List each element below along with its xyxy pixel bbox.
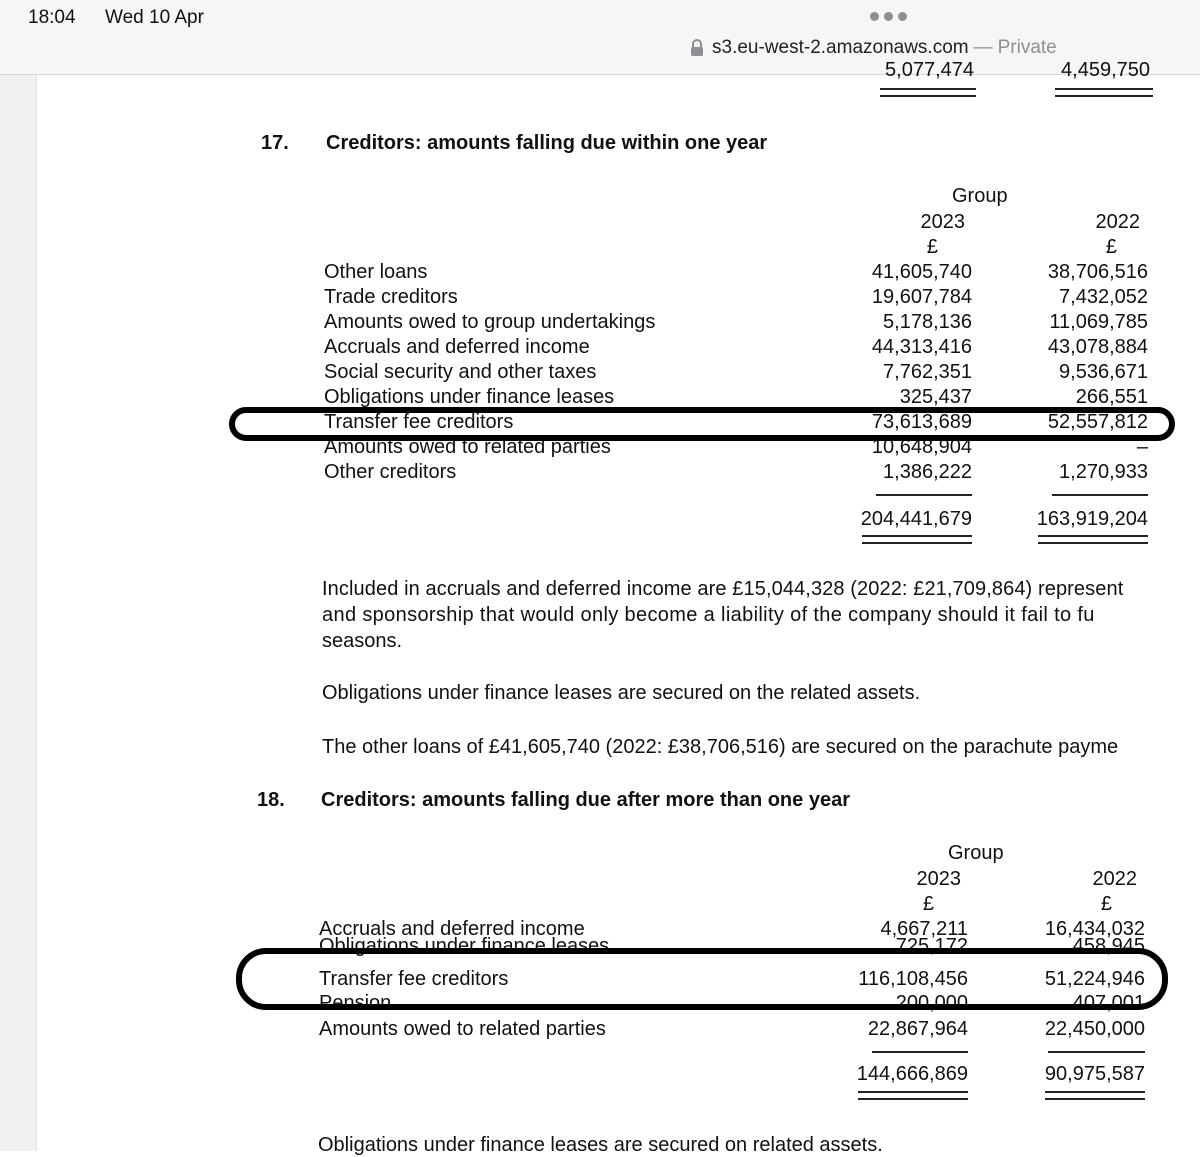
address-url: s3.eu-west-2.amazonaws.com (712, 37, 969, 58)
note-17-year-2023: 2023 (920, 211, 965, 233)
note-17-row-2023: 10,648,904 (871, 436, 972, 458)
note-18-total-2023: 144,666,869 (856, 1063, 968, 1085)
previous-total-2022-rule (1055, 88, 1153, 97)
note-18-footer-clipped: Obligations under finance leases are secured on related assets. (318, 1134, 883, 1156)
note-17-currency-2023: £ (926, 236, 938, 258)
note-18-total-2022: 90,975,587 (1044, 1063, 1145, 1085)
note-18-row-2022: 22,450,000 (1044, 1018, 1145, 1040)
note-18-row-clipped-2023: 725,172 (895, 935, 968, 957)
note-18-number: 18. (257, 789, 285, 811)
status-date: Wed 10 Apr (105, 7, 204, 28)
note-17-row-2023: 73,613,689 (871, 411, 972, 433)
note-17-row-2023: 1,386,222 (883, 461, 972, 483)
previous-total-2023-clipped: 5,077,474 (885, 59, 974, 81)
note-18-row-label: Accruals and deferred income (319, 918, 585, 940)
note-17-row-2022: 266,551 (1075, 386, 1148, 408)
note-17-row-label: Amounts owed to group undertakings (324, 311, 656, 333)
note-17-total-2022: 163,919,204 (1036, 508, 1148, 530)
note-18-row-clipped-2022: 407,001 (1072, 992, 1145, 1014)
note-17-row-2023: 7,762,351 (883, 361, 972, 383)
note-18-subtotal-rule-2023 (872, 1051, 968, 1053)
note-17-row-2022: 1,270,933 (1059, 461, 1148, 483)
note-18-row-2022: 51,224,946 (1044, 968, 1145, 990)
note-17-row-2023: 44,313,416 (871, 336, 972, 358)
note-18-row-clipped-2023: 200,000 (895, 992, 968, 1014)
note-17-row-2022: 38,706,516 (1047, 261, 1148, 283)
status-time: 18:04 (28, 7, 76, 28)
highlight-transfer-fee-creditors-18 (236, 948, 1168, 1010)
note-18-row-2023: 4,667,211 (880, 918, 968, 940)
note-17-row-2022: 7,432,052 (1059, 286, 1148, 308)
note-17-row-2022: 11,069,785 (1049, 311, 1148, 333)
note-18-subtotal-rule-2022 (1048, 1051, 1145, 1053)
note-18-row-clipped: Obligations under finance leases (319, 935, 610, 957)
note-17-group-label: Group (952, 185, 1008, 207)
note-17-row-2022: 9,536,671 (1059, 361, 1148, 383)
note-17-row-2023: 19,607,784 (871, 286, 972, 308)
previous-total-2023-rule (880, 88, 976, 97)
note-17-total-double-rule-2022 (1038, 535, 1148, 544)
previous-total-2022-clipped: 4,459,750 (1061, 59, 1150, 81)
note-18-row-label: Transfer fee creditors (319, 968, 509, 990)
note-17-row-label: Other loans (324, 261, 428, 283)
note-17-row-label: Trade creditors (324, 286, 458, 308)
note-17-row-label: Accruals and deferred income (324, 336, 590, 358)
note-17-row-label: Social security and other taxes (324, 361, 597, 383)
note-17-paragraph-1-line-2: and sponsorship that would only become a liability of the company should it fail to fu (322, 604, 1095, 626)
highlight-transfer-fee-creditors-17 (229, 407, 1175, 441)
note-17-row-2023: 5,178,136 (883, 311, 972, 333)
note-18-row-2022: 16,434,032 (1044, 918, 1145, 940)
note-18-currency-2023: £ (922, 893, 934, 915)
note-17-paragraph-3: The other loans of £41,605,740 (2022: £38,706,516) are secured on the parachute payme (322, 736, 1119, 758)
address-separator: — (973, 37, 993, 58)
note-18-title: Creditors: amounts falling due after more than one year (321, 789, 850, 811)
note-17-subtotal-rule-2023 (876, 494, 972, 496)
note-17-title: Creditors: amounts falling due within one year (326, 132, 768, 154)
note-17-currency-2022: £ (1105, 236, 1117, 258)
note-17-total-double-rule-2023 (862, 535, 972, 544)
note-18-row-label: Amounts owed to related parties (319, 1018, 606, 1040)
note-17-year-2022: 2022 (1095, 211, 1140, 233)
note-17-total-2023: 204,441,679 (860, 508, 972, 530)
note-17-paragraph-1-line-3: seasons. (322, 630, 403, 652)
note-17-row-2022: 52,557,812 (1047, 411, 1148, 433)
note-17-number: 17. (261, 132, 289, 154)
note-17-row-label: Amounts owed to related parties (324, 436, 611, 458)
note-17-row-label: Other creditors (324, 461, 457, 483)
note-17-row-2022: 43,078,884 (1047, 336, 1148, 358)
note-17-row-2022: – (1136, 436, 1148, 458)
private-label: Private (997, 37, 1057, 58)
note-18-row-clipped: Pension (319, 992, 392, 1014)
note-17-row-2023: 325,437 (899, 386, 972, 408)
note-17-paragraph-2: Obligations under finance leases are secured on the related assets. (322, 682, 921, 704)
note-17-paragraph-1-line-1: Included in accruals and deferred income are £15,044,328 (2022: £21,709,864) represent (322, 578, 1124, 600)
note-18-row-2023: 116,108,456 (858, 968, 968, 990)
note-18-year-2022: 2022 (1092, 868, 1137, 890)
note-17-subtotal-rule-2022 (1052, 494, 1148, 496)
note-18-currency-2022: £ (1100, 893, 1112, 915)
note-18-year-2023: 2023 (916, 868, 961, 890)
note-18-group-label: Group (948, 842, 1004, 864)
note-17-row-2023: 41,605,740 (871, 261, 972, 283)
note-18-row-clipped-2022: 458,945 (1072, 935, 1145, 957)
note-18-total-double-rule-2022 (1045, 1091, 1145, 1100)
note-17-row-label: Transfer fee creditors (324, 411, 514, 433)
note-18-row-2023: 22,867,964 (867, 1018, 968, 1040)
note-17-row-label: Obligations under finance leases (324, 386, 615, 408)
note-18-total-double-rule-2023 (858, 1091, 968, 1100)
